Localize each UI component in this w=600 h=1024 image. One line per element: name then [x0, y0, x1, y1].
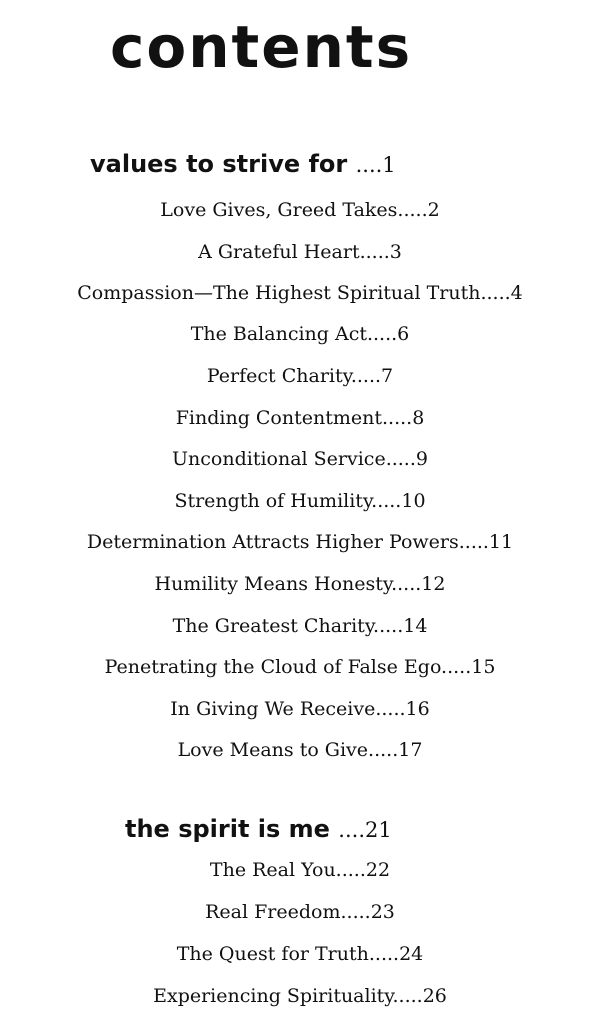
- toc-entry: The Balancing Act.....6: [190, 323, 410, 345]
- toc-entry: Determination Attracts Higher Powers.....11: [86, 531, 514, 553]
- page-title: contents: [110, 13, 413, 81]
- toc-entry: Penetrating the Cloud of False Ego.....15: [104, 656, 496, 678]
- section-heading-text: values to strive for: [90, 150, 348, 178]
- toc-entry: A Grateful Heart.....3: [198, 241, 402, 263]
- toc-entry: Love Gives, Greed Takes.....2: [160, 199, 440, 221]
- section-heading-text: the spirit is me: [125, 815, 330, 843]
- toc-entry: Unconditional Service.....9: [172, 448, 428, 470]
- toc-entry: The Quest for Truth.....24: [176, 943, 424, 965]
- toc-entry: Love Means to Give.....17: [177, 739, 423, 761]
- section-heading: [125, 815, 392, 843]
- section-heading-page: ....1: [355, 153, 396, 177]
- toc-entry: The Real You.....22: [209, 859, 391, 881]
- toc-entry: Real Freedom.....23: [205, 901, 395, 923]
- toc-entry: Compassion—The Highest Spiritual Truth.....4: [77, 282, 523, 304]
- section-heading-page: ....21: [338, 818, 392, 842]
- toc-entry: Humility Means Honesty.....12: [154, 573, 446, 595]
- toc-entry: Perfect Charity.....7: [206, 365, 394, 387]
- toc-entry: Finding Contentment.....8: [175, 407, 425, 429]
- toc-entry: In Giving We Receive.....16: [170, 698, 430, 720]
- toc-entry: Strength of Humility.....10: [174, 490, 426, 512]
- toc-entry: Experiencing Spirituality.....26: [153, 985, 447, 1007]
- toc-entry: The Greatest Charity.....14: [172, 615, 428, 637]
- section-heading: [90, 150, 396, 178]
